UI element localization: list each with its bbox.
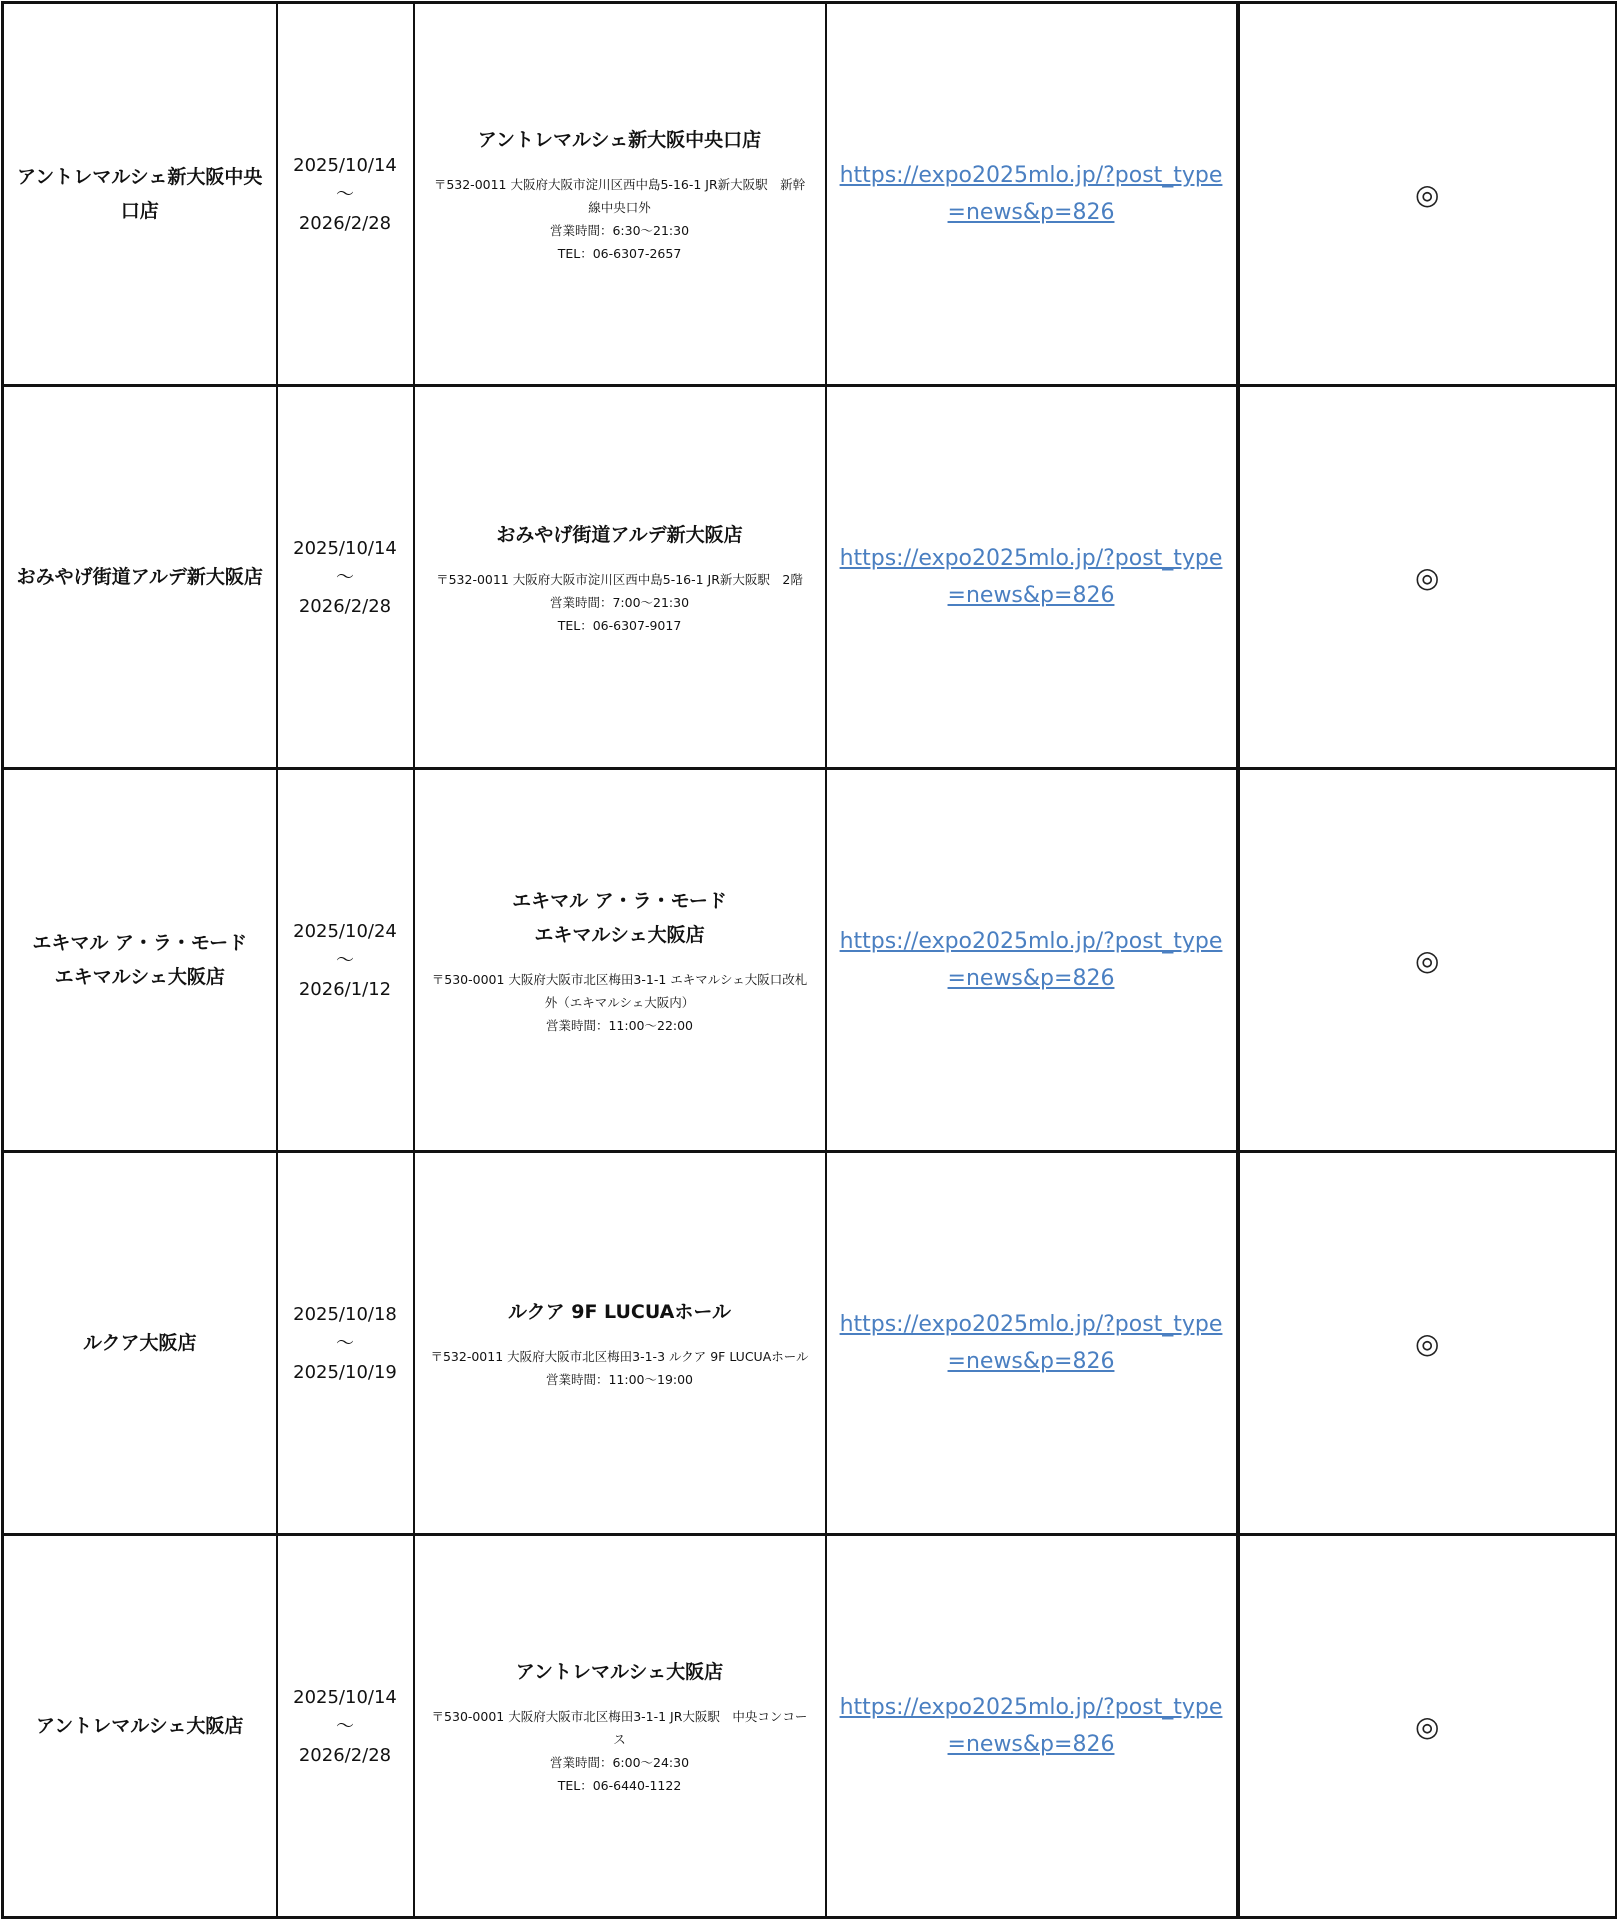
mark-cell (1238, 386, 1617, 769)
location-detail: 〒530-0001 大阪府大阪市北区梅田3-1-1 エキマルシェ大阪口改札 外（エキマルシェ大阪内） 営業時間：11:00～22:00 (431, 971, 808, 1033)
store-name-cell (3, 1535, 277, 1918)
store-name: おみやげ街道アルデ新大阪店 (16, 566, 263, 588)
period-end: 2026/2/28 (298, 212, 392, 234)
location-detail: 〒532-0011 大阪府大阪市北区梅田3-1-3 ルクア 9F LUCUAホール 営業時間：11:00～19:00 (430, 1349, 809, 1387)
period-end: 2025/10/19 (293, 1361, 397, 1383)
period-separator: ～ (336, 183, 354, 205)
period-separator: ～ (336, 566, 354, 588)
location-title: ルクア 9F LUCUAホール (507, 1301, 732, 1323)
table-row (3, 3, 1617, 386)
mark-cell (1238, 1152, 1617, 1535)
location-title: アントレマルシェ新大阪中央口店 (477, 129, 762, 151)
url-cell (826, 1535, 1238, 1918)
url-link[interactable]: https://expo2025mlo.jp/?post_type=news&p=826 (839, 929, 1223, 991)
store-name: ルクア大阪店 (82, 1332, 197, 1354)
store-table (1, 1, 1617, 1919)
table-row (3, 386, 1617, 769)
period-start: 2025/10/18 (293, 1303, 397, 1325)
store-name-cell (3, 3, 277, 386)
period (284, 917, 407, 1004)
location-cell (414, 1535, 826, 1918)
url-link[interactable]: https://expo2025mlo.jp/?post_type=news&p=826 (839, 1312, 1223, 1374)
period-cell (277, 1535, 414, 1918)
location-detail: 〒532-0011 大阪府大阪市淀川区西中島5-16-1 JR新大阪駅 2階 営業時間：7:00～21:30 TEL：06-6307-9017 (436, 571, 803, 633)
period (284, 151, 407, 238)
store-name-cell (3, 769, 277, 1152)
location-title: おみやげ街道アルデ新大阪店 (496, 523, 743, 546)
location-title: アントレマルシェ大阪店 (515, 1661, 724, 1683)
period (284, 1300, 407, 1387)
store-name: アントレマルシェ新大阪中央口店 (17, 166, 263, 222)
mark-cell (1238, 3, 1617, 386)
period-cell (277, 769, 414, 1152)
url-cell (826, 386, 1238, 769)
period-cell (277, 3, 414, 386)
period-cell (277, 1152, 414, 1535)
period-separator: ～ (336, 1715, 354, 1737)
url-cell (826, 769, 1238, 1152)
mark-cell (1238, 769, 1617, 1152)
url-cell (826, 1152, 1238, 1535)
table-row (3, 1152, 1617, 1535)
table-row (3, 769, 1617, 1152)
mark-cell (1238, 1535, 1617, 1918)
period (284, 534, 407, 621)
period-cell (277, 386, 414, 769)
table-body (3, 3, 1617, 1918)
period-start: 2025/10/24 (293, 920, 397, 942)
url-cell (826, 3, 1238, 386)
url-link[interactable]: https://expo2025mlo.jp/?post_type=news&p=826 (839, 1695, 1223, 1757)
location-cell (414, 769, 826, 1152)
url-link[interactable]: https://expo2025mlo.jp/?post_type=news&p=826 (839, 546, 1223, 608)
double-circle-mark: ◎ (1415, 1326, 1440, 1360)
period-start: 2025/10/14 (293, 1686, 397, 1708)
store-name: アントレマルシェ大阪店 (36, 1715, 244, 1737)
period-separator: ～ (336, 1332, 354, 1354)
location-title: エキマル ア・ラ・モード エキマルシェ大阪店 (512, 889, 727, 946)
period-start: 2025/10/14 (293, 537, 397, 559)
store-name-cell (3, 1152, 277, 1535)
period-start: 2025/10/14 (293, 154, 397, 176)
location-detail: 〒530-0001 大阪府大阪市北区梅田3-1-1 JR大阪駅 中央コンコー ス 営業時間：6:00～24:30 TEL：06-6440-1122 (431, 1709, 808, 1793)
table-row (3, 1535, 1617, 1918)
period-end: 2026/2/28 (298, 1744, 392, 1766)
double-circle-mark: ◎ (1415, 177, 1440, 211)
store-name: エキマル ア・ラ・モード エキマルシェ大阪店 (32, 932, 248, 988)
period (284, 1683, 407, 1770)
location-cell (414, 3, 826, 386)
location-cell (414, 1152, 826, 1535)
double-circle-mark: ◎ (1415, 560, 1440, 594)
url-link[interactable]: https://expo2025mlo.jp/?post_type=news&p=826 (839, 163, 1223, 225)
period-end: 2026/1/12 (298, 978, 392, 1000)
period-separator: ～ (336, 949, 354, 971)
double-circle-mark: ◎ (1415, 943, 1440, 977)
location-cell (414, 386, 826, 769)
period-end: 2026/2/28 (298, 595, 392, 617)
store-name-cell (3, 386, 277, 769)
location-detail: 〒532-0011 大阪府大阪市淀川区西中島5-16-1 JR新大阪駅 新幹 線中央口外 営業時間：6:30～21:30 TEL：06-6307-2657 (433, 177, 806, 261)
double-circle-mark: ◎ (1415, 1709, 1440, 1743)
